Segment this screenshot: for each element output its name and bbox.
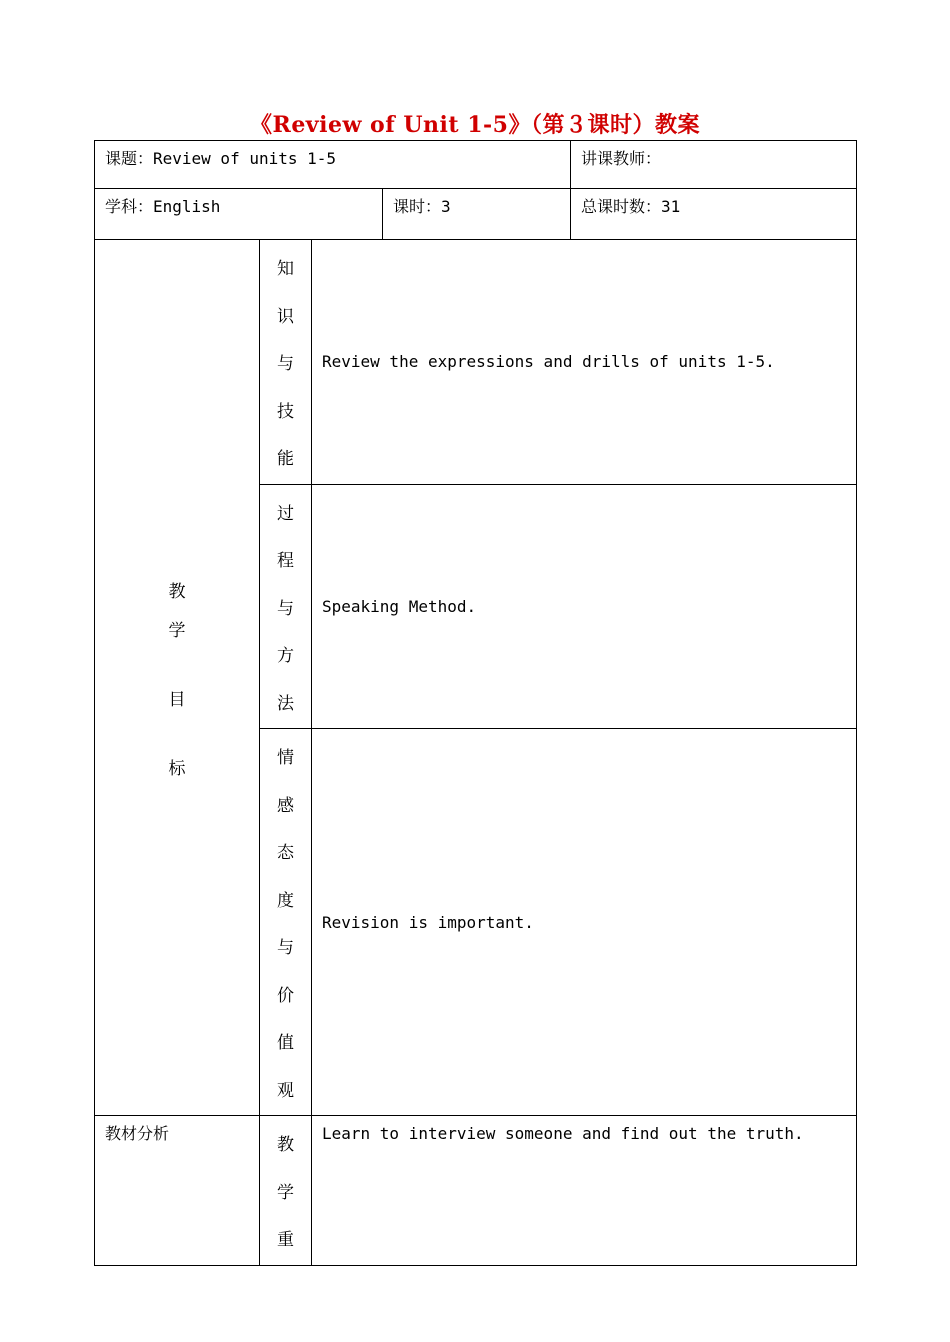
analysis-label-cell	[95, 1116, 260, 1266]
document-title: 《Review of Unit 1-5》（第３课时）教案	[250, 112, 700, 138]
label-char: 能	[277, 449, 294, 469]
objectives-label-char: 目	[168, 689, 186, 710]
period-text: 课时：3	[393, 197, 451, 216]
analysis-sub-label	[260, 1116, 311, 1265]
label-char: 重	[277, 1230, 294, 1250]
process-content: Speaking Method.	[322, 596, 477, 616]
label-char: 程	[277, 551, 294, 571]
emotion-label-cell	[260, 729, 312, 1116]
objectives-label-char: 教	[168, 581, 186, 602]
label-char: 方	[277, 646, 294, 666]
analysis-row	[95, 1116, 857, 1266]
knowledge-label	[260, 240, 311, 484]
label-char: 度	[277, 890, 294, 911]
objectives-label-cell	[95, 240, 260, 1116]
label-char: 教	[277, 1135, 294, 1155]
emotion-content-cell	[312, 729, 857, 1116]
objective-row-knowledge	[95, 240, 857, 485]
process-content-cell	[312, 484, 857, 729]
header-row-2	[95, 189, 857, 240]
label-char: 过	[277, 503, 294, 524]
analysis-content: Learn to interview someone and find out the truth.	[322, 1124, 804, 1143]
process-label	[260, 485, 311, 729]
label-char: 与	[277, 598, 294, 619]
label-char: 法	[277, 693, 294, 714]
objectives-label	[95, 577, 259, 779]
label-char: 技	[277, 401, 294, 422]
subject-cell	[95, 189, 383, 240]
period-cell	[383, 189, 571, 240]
label-char: 态	[277, 843, 294, 863]
label-char: 与	[277, 938, 294, 958]
objectives-label-char: 学	[168, 620, 186, 641]
label-char: 观	[277, 1080, 294, 1101]
label-char: 感	[277, 795, 294, 816]
lesson-plan-table	[94, 140, 857, 1266]
label-char: 知	[277, 259, 294, 279]
emotion-content: Revision is important.	[322, 912, 534, 932]
label-char: 价	[277, 985, 294, 1006]
analysis-sub-label-cell	[260, 1116, 312, 1266]
knowledge-content: Review the expressions and drills of units 1-5.	[322, 352, 775, 372]
emotion-label	[260, 729, 311, 1115]
topic-cell	[95, 141, 571, 189]
analysis-content-cell	[312, 1116, 857, 1266]
teacher-text: 讲课教师：	[581, 149, 662, 168]
total-periods-text: 总课时数：31	[581, 197, 681, 216]
label-char: 情	[277, 748, 294, 768]
total-periods-cell	[571, 189, 857, 240]
knowledge-content-cell	[312, 240, 857, 485]
analysis-label: 教材分析	[105, 1124, 170, 1143]
process-label-cell	[260, 484, 312, 729]
knowledge-label-cell	[260, 240, 312, 485]
label-char: 值	[277, 1033, 294, 1053]
header-row-1	[95, 141, 857, 189]
label-char: 识	[277, 306, 294, 327]
objectives-label-char: 标	[168, 758, 186, 779]
teacher-cell	[571, 141, 857, 189]
label-char: 与	[277, 354, 294, 374]
label-char: 学	[277, 1182, 294, 1203]
subject-text: 学科：English	[105, 197, 221, 216]
topic-text: 课题：Review of units 1-5	[105, 149, 337, 168]
